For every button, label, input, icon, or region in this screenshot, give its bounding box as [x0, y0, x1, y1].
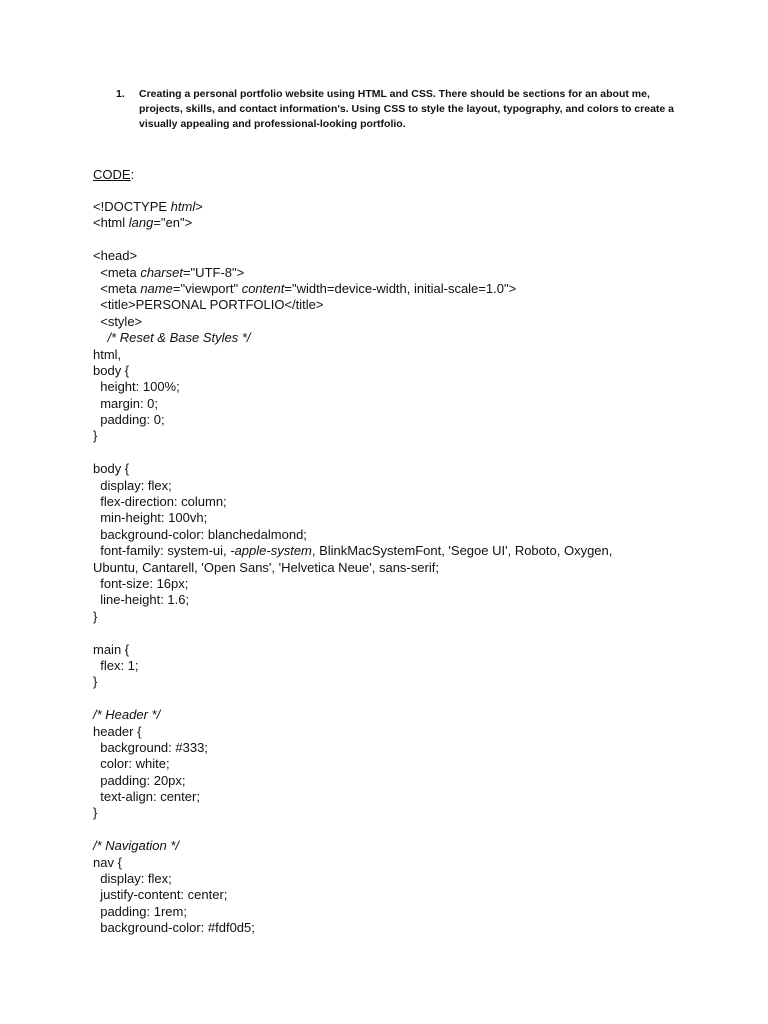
code-segment: display: flex;	[93, 871, 172, 887]
code-segment: }	[93, 805, 98, 821]
code-segment: /* Header */	[93, 707, 161, 723]
code-line	[93, 609, 693, 625]
code-line	[93, 625, 693, 641]
code-line	[93, 904, 693, 920]
code-line	[93, 281, 693, 297]
code-line	[93, 445, 693, 461]
code-segment: /* Navigation */	[93, 838, 179, 854]
code-line	[93, 691, 693, 707]
code-segment: padding: 1rem;	[93, 903, 187, 919]
code-segment: main {	[93, 641, 130, 657]
code-segment: <meta	[93, 264, 141, 280]
code-line	[93, 871, 693, 887]
code-line	[93, 461, 693, 477]
code-block	[93, 199, 693, 937]
code-segment: html,	[93, 346, 122, 362]
code-line	[93, 707, 693, 723]
code-line	[93, 855, 693, 871]
code-line	[93, 527, 693, 543]
code-segment: body {	[93, 362, 130, 378]
code-segment: >	[195, 199, 203, 214]
code-segment: }	[93, 608, 98, 624]
code-line	[93, 428, 693, 444]
code-line	[93, 642, 693, 658]
code-line	[93, 789, 693, 805]
code-segment: }	[93, 674, 98, 690]
code-segment: /* Reset & Base Styles */	[93, 330, 251, 346]
code-line	[93, 658, 693, 674]
code-line	[93, 576, 693, 592]
code-line	[93, 412, 693, 428]
code-line	[93, 920, 693, 936]
code-segment: Ubuntu, Cantarell, 'Open Sans', 'Helvetica Neue', sans-serif;	[93, 559, 439, 575]
code-line	[93, 805, 693, 821]
code-segment: <head>	[93, 248, 138, 264]
code-segment: color: white;	[93, 756, 170, 772]
code-line	[93, 510, 693, 526]
code-line	[93, 740, 693, 756]
code-segment: display: flex;	[93, 477, 172, 493]
code-segment: min-height: 100vh;	[93, 510, 208, 526]
code-segment: body {	[93, 461, 130, 477]
code-line	[93, 215, 693, 231]
question-number: 1.	[116, 88, 125, 100]
code-segment: ="width=device-width, initial-scale=1.0">	[284, 280, 517, 296]
code-line	[93, 838, 693, 854]
code-segment: <style>	[93, 313, 143, 329]
code-segment: html	[170, 199, 196, 214]
code-segment: ="viewport"	[172, 280, 242, 296]
code-segment: justify-content: center;	[93, 887, 228, 903]
code-line	[93, 494, 693, 510]
code-segment: margin: 0;	[93, 395, 159, 411]
code-segment: text-align: center;	[93, 789, 200, 805]
code-line	[93, 887, 693, 903]
code-segment: padding: 0;	[93, 412, 165, 428]
question-item	[116, 87, 676, 132]
code-line	[93, 265, 693, 281]
code-line	[93, 724, 693, 740]
code-line	[93, 248, 693, 264]
code-line	[93, 478, 693, 494]
code-segment: background-color: #fdf0d5;	[93, 920, 255, 936]
code-line	[93, 396, 693, 412]
code-segment: font-size: 16px;	[93, 575, 189, 591]
code-heading	[93, 167, 134, 183]
code-segment: flex-direction: column;	[93, 494, 227, 510]
code-segment: <html	[93, 215, 129, 231]
code-segment: height: 100%;	[93, 379, 180, 395]
code-segment: flex: 1;	[93, 657, 139, 673]
code-line	[93, 199, 693, 215]
code-line	[93, 773, 693, 789]
code-line	[93, 363, 693, 379]
code-heading-label: CODE	[93, 167, 131, 182]
code-line	[93, 232, 693, 248]
code-segment: line-height: 1.6;	[93, 592, 190, 608]
code-line	[93, 314, 693, 330]
code-line	[93, 560, 693, 576]
question-text: Creating a personal portfolio website using HTML and CSS. There should be sections for an about me, projects, skills, and contact information's. Using CSS to style the layout, typography, and colors to create a visually appealing and professional-looking portfolio.	[139, 88, 674, 130]
code-line	[93, 822, 693, 838]
code-line	[93, 592, 693, 608]
code-segment: padding: 20px;	[93, 772, 186, 788]
code-line	[93, 347, 693, 363]
code-segment: -apple-system	[230, 543, 312, 559]
code-segment: ="en">	[153, 215, 193, 231]
code-line	[93, 756, 693, 772]
code-segment: }	[93, 428, 98, 444]
code-segment: <!DOCTYPE	[93, 199, 171, 214]
code-segment: <meta	[93, 280, 141, 296]
code-segment: background: #333;	[93, 739, 208, 755]
code-segment: nav {	[93, 854, 122, 870]
code-heading-suffix: :	[130, 167, 135, 182]
code-line	[93, 330, 693, 346]
code-segment: background-color: blanchedalmond;	[93, 526, 307, 542]
code-segment: name	[140, 280, 173, 296]
code-segment: lang	[128, 215, 154, 231]
code-line	[93, 297, 693, 313]
code-segment: header {	[93, 723, 142, 739]
code-segment: <title>PERSONAL PORTFOLIO</title>	[93, 297, 324, 313]
code-segment: content	[241, 280, 285, 296]
code-segment: ="UTF-8">	[182, 264, 245, 280]
code-segment: , BlinkMacSystemFont, 'Segoe UI', Roboto, Oxygen,	[311, 543, 613, 559]
code-line	[93, 543, 693, 559]
code-line	[93, 674, 693, 690]
code-segment: charset	[140, 264, 183, 280]
code-line	[93, 379, 693, 395]
code-segment: font-family: system-ui,	[93, 543, 231, 559]
